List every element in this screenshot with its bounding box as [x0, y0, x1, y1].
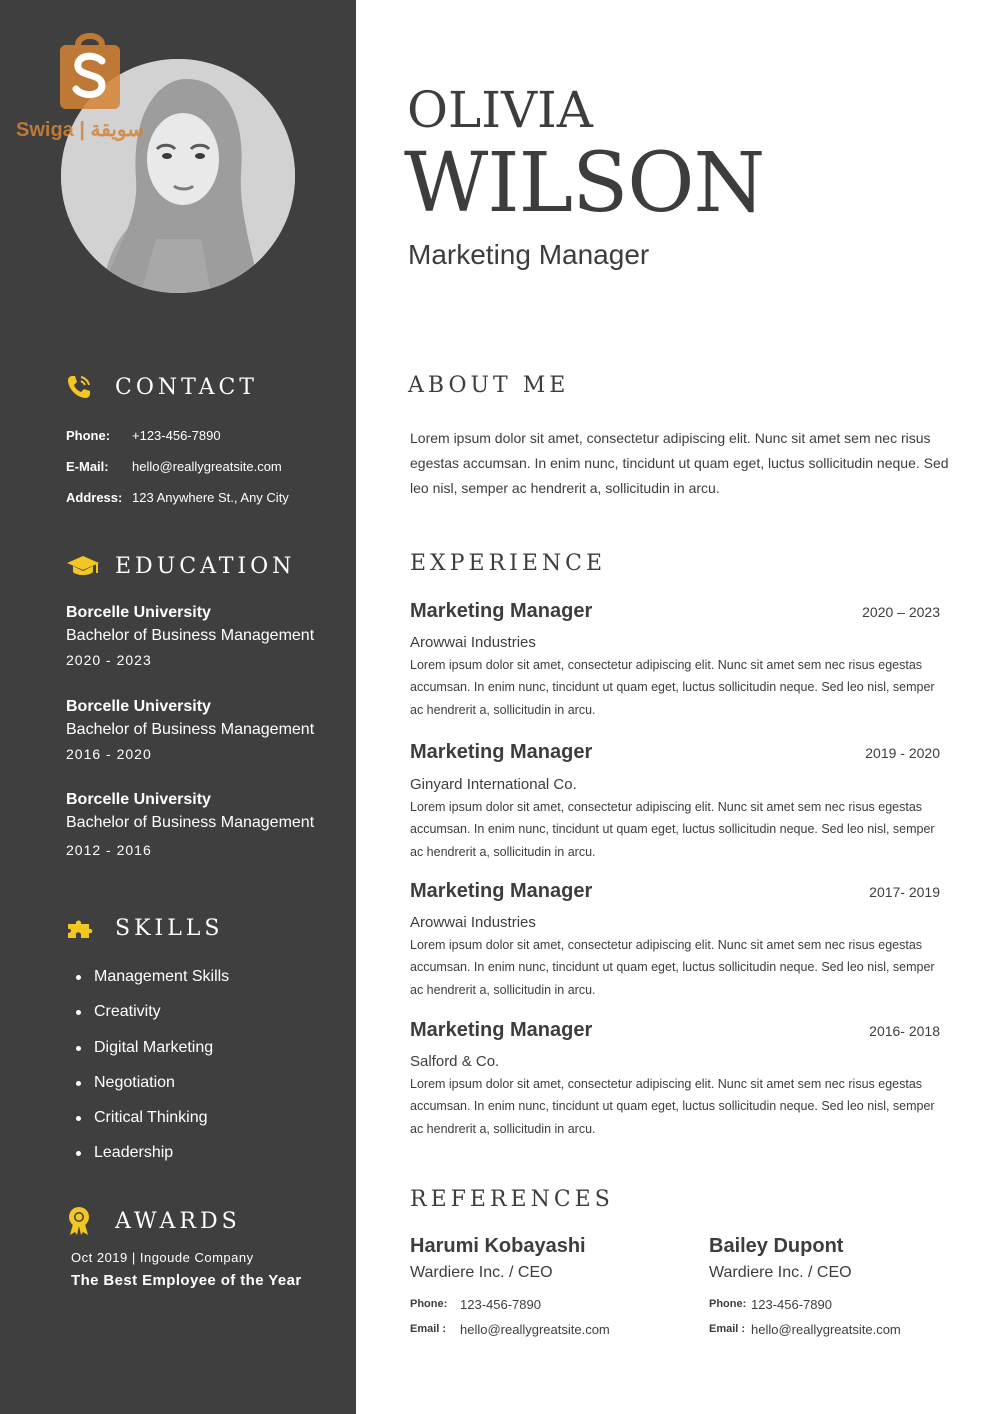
watermark-logo — [16, 27, 166, 147]
education-item — [66, 602, 314, 672]
education-item — [66, 789, 314, 862]
reference-email[interactable]: hello@reallygreatsite.com — [460, 1322, 610, 1337]
phone-icon — [66, 372, 100, 402]
address-label: Address: — [66, 490, 123, 505]
contact-email-row — [66, 459, 282, 474]
skills-heading — [66, 910, 224, 946]
education-years: 2016 - 2020 — [66, 746, 152, 762]
education-years: 2020 - 2023 — [66, 652, 152, 668]
education-heading — [66, 548, 295, 584]
awards-title: AWARDS — [115, 1208, 241, 1234]
address-value: 123 Anywhere St., Any City — [132, 490, 289, 505]
reference-name: Bailey Dupont — [709, 1235, 844, 1257]
award-badge-icon — [66, 1206, 100, 1236]
email-label: E-Mail: — [66, 459, 109, 474]
contact-address-row — [66, 490, 289, 505]
reference-card — [709, 1232, 969, 1342]
experience-item — [410, 600, 940, 721]
education-school: Borcelle University — [66, 604, 211, 621]
reference-name: Harumi Kobayashi — [410, 1235, 586, 1257]
experience-description: Lorem ipsum dolor sit amet, consectetur adipiscing elit. Nunc sit amet sem nec risus egestas accumsan. In enim nunc, tincidunt ut quam eget, luctus sollicitudin neque. Sed leo nisl, semper ac hendrerit a, sollicitudin in arcu. — [410, 800, 935, 859]
experience-company: Ginyard International Co. — [410, 776, 577, 793]
skill-item: Critical Thinking — [76, 1106, 229, 1141]
awards-heading — [66, 1203, 241, 1239]
education-degree: Bachelor of Business Management — [66, 627, 315, 644]
shopping-bag-logo-icon — [58, 27, 122, 113]
job-title: Marketing Manager — [408, 239, 650, 270]
skill-item: Negotiation — [76, 1071, 229, 1106]
reference-phone[interactable]: 123-456-7890 — [460, 1297, 541, 1312]
education-school: Borcelle University — [66, 698, 211, 715]
experience-role: Marketing Manager — [410, 741, 593, 763]
references-heading: REFERENCES — [410, 1187, 614, 1212]
education-school: Borcelle University — [66, 791, 211, 808]
experience-item — [410, 741, 940, 863]
experience-description: Lorem ipsum dolor sit amet, consectetur adipiscing elit. Nunc sit amet sem nec risus egestas accumsan. In enim nunc, tincidunt ut quam eget, luctus sollicitudin neque. Sed leo nisl, semper ac hendrerit a, sollicitudin in arcu. — [410, 658, 935, 717]
reference-company: Wardiere Inc. / CEO — [709, 1264, 852, 1281]
skill-item: Digital Marketing — [76, 1036, 229, 1071]
about-text: Lorem ipsum dolor sit amet, consectetur adipiscing elit. Nunc sit amet sem nec risus egestas accumsan. In enim nunc, tincidunt ut quam eget, luctus sollicitudin neque. Sed leo nisl, semper ac hendrerit a, sollicitudin in arcu. — [410, 430, 949, 496]
experience-role: Marketing Manager — [410, 1019, 593, 1041]
reference-card — [410, 1232, 670, 1342]
reference-phone-row — [410, 1292, 670, 1317]
skills-list — [76, 965, 229, 1177]
experience-dates: 2016- 2018 — [869, 1023, 940, 1039]
reference-phone[interactable]: 123-456-7890 — [751, 1297, 832, 1312]
education-degree: Bachelor of Business Management — [66, 721, 315, 738]
experience-role: Marketing Manager — [410, 880, 593, 902]
skill-item: Creativity — [76, 1000, 229, 1035]
experience-dates: 2017- 2019 — [869, 884, 940, 900]
puzzle-icon — [66, 913, 100, 943]
reference-email-label: Email : — [410, 1323, 447, 1335]
reference-email-row — [410, 1317, 670, 1342]
sidebar — [0, 0, 356, 1414]
experience-description: Lorem ipsum dolor sit amet, consectetur adipiscing elit. Nunc sit amet sem nec risus egestas accumsan. In enim nunc, tincidunt ut quam eget, luctus sollicitudin neque. Sed leo nisl, semper ac hendrerit a, sollicitudin in arcu. — [410, 1077, 935, 1136]
email-value[interactable]: hello@reallygreatsite.com — [132, 459, 282, 474]
experience-heading: EXPERIENCE — [410, 551, 607, 576]
first-name: OLIVIA — [407, 81, 593, 139]
skill-item: Leadership — [76, 1141, 229, 1176]
phone-value[interactable]: +123-456-7890 — [132, 428, 221, 443]
contact-heading — [66, 369, 258, 405]
award-title: The Best Employee of the Year — [71, 1272, 302, 1289]
graduation-cap-icon — [66, 551, 100, 581]
skill-item: Management Skills — [76, 965, 229, 1000]
reference-phone-row — [709, 1292, 969, 1317]
reference-phone-label: Phone: — [709, 1298, 747, 1310]
contact-title: CONTACT — [115, 374, 258, 400]
experience-dates: 2019 - 2020 — [865, 745, 940, 761]
education-degree: Bachelor of Business Management — [66, 814, 315, 831]
experience-role: Marketing Manager — [410, 600, 593, 622]
experience-dates: 2020 – 2023 — [862, 604, 940, 620]
education-title: EDUCATION — [115, 553, 296, 579]
reference-email-label: Email : — [709, 1323, 746, 1335]
reference-email[interactable]: hello@reallygreatsite.com — [751, 1322, 901, 1337]
last-name: WILSON — [404, 136, 765, 231]
reference-email-row — [709, 1317, 969, 1342]
watermark-text: Swiga | سويقة — [16, 119, 145, 141]
reference-company: Wardiere Inc. / CEO — [410, 1264, 553, 1281]
experience-item — [410, 1019, 940, 1140]
contact-phone-row — [66, 428, 221, 443]
skills-title: SKILLS — [115, 915, 224, 941]
award-date-company: Oct 2019 | Ingoude Company — [71, 1250, 254, 1265]
experience-description: Lorem ipsum dolor sit amet, consectetur adipiscing elit. Nunc sit amet sem nec risus egestas accumsan. In enim nunc, tincidunt ut quam eget, luctus sollicitudin neque. Sed leo nisl, semper ac hendrerit a, sollicitudin in arcu. — [410, 938, 935, 997]
experience-item — [410, 880, 940, 1001]
phone-label: Phone: — [66, 428, 111, 443]
experience-company: Arowwai Industries — [410, 914, 536, 931]
education-years: 2012 - 2016 — [66, 842, 152, 858]
about-heading: ABOUT ME — [408, 373, 570, 398]
experience-company: Arowwai Industries — [410, 634, 536, 651]
reference-phone-label: Phone: — [410, 1298, 448, 1310]
education-item — [66, 696, 314, 766]
experience-company: Salford & Co. — [410, 1053, 500, 1070]
